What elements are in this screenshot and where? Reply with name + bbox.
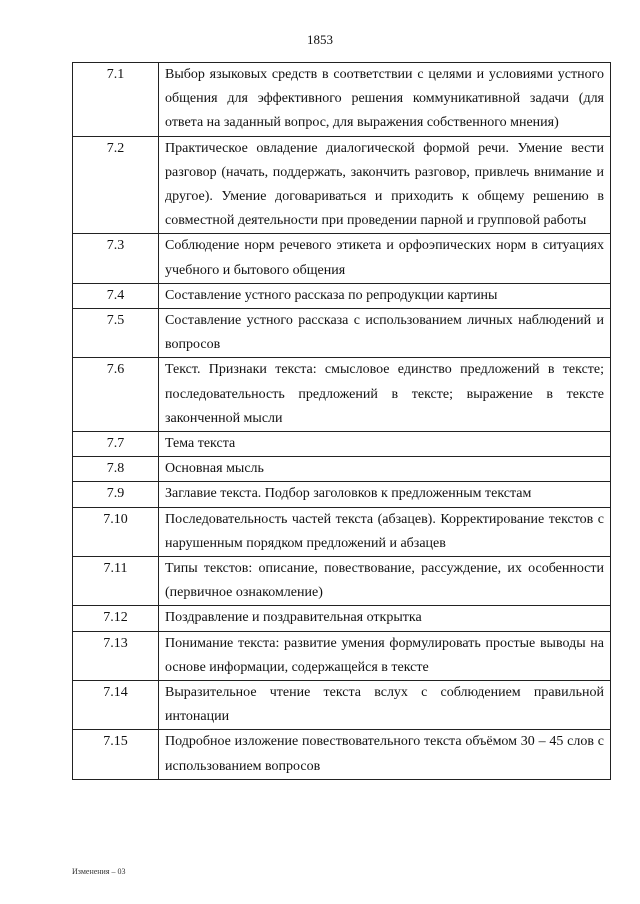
row-number: 7.11 — [73, 557, 159, 606]
row-number: 7.9 — [73, 482, 159, 507]
row-number: 7.8 — [73, 457, 159, 482]
row-text: Понимание текста: развитие умения формулировать простые выводы на основе информации, содержащейся в тексте — [159, 631, 611, 680]
row-number: 7.12 — [73, 606, 159, 631]
table-row — [73, 557, 611, 606]
row-number: 7.15 — [73, 730, 159, 779]
page-number: 1853 — [307, 32, 333, 47]
table-row — [73, 482, 611, 507]
table-row — [73, 136, 611, 234]
row-text: Составление устного рассказа по репродукции картины — [159, 283, 611, 308]
row-text: Поздравление и поздравительная открытка — [159, 606, 611, 631]
row-text: Практическое овладение диалогической формой речи. Умение вести разговор (начать, поддержать, закончить разговор, привлечь внимание и другое). Умение договариваться и приходить к общему решению в совместной деятельности при проведении парной и групповой работы — [159, 136, 611, 234]
row-text: Типы текстов: описание, повествование, рассуждение, их особенности (первичное ознакомление) — [159, 557, 611, 606]
row-text: Составление устного рассказа с использованием личных наблюдений и вопросов — [159, 309, 611, 358]
row-number: 7.4 — [73, 283, 159, 308]
row-text: Выразительное чтение текста вслух с соблюдением правильной интонации — [159, 681, 611, 730]
row-number: 7.6 — [73, 358, 159, 432]
table-row — [73, 507, 611, 556]
row-text: Подробное изложение повествовательного текста объёмом 30 – 45 слов с использованием вопросов — [159, 730, 611, 779]
row-text: Заглавие текста. Подбор заголовков к предложенным текстам — [159, 482, 611, 507]
row-number: 7.10 — [73, 507, 159, 556]
table-row — [73, 283, 611, 308]
table-row — [73, 309, 611, 358]
table-row — [73, 606, 611, 631]
table-row — [73, 234, 611, 283]
row-number: 7.2 — [73, 136, 159, 234]
table-row — [73, 730, 611, 779]
footer-revision-note: Изменения – 03 — [72, 867, 126, 876]
row-number: 7.1 — [73, 63, 159, 137]
row-number: 7.7 — [73, 432, 159, 457]
row-text: Текст. Признаки текста: смысловое единство предложений в тексте; последовательность предложений в тексте; выражение в тексте законченной мысли — [159, 358, 611, 432]
row-text: Основная мысль — [159, 457, 611, 482]
table-row — [73, 432, 611, 457]
row-text: Тема текста — [159, 432, 611, 457]
content-table — [72, 62, 611, 780]
table-row — [73, 63, 611, 137]
row-number: 7.13 — [73, 631, 159, 680]
row-text: Выбор языковых средств в соответствии с целями и условиями устного общения для эффективного решения коммуникативной задачи (для ответа на заданный вопрос, для выражения собственного мнения) — [159, 63, 611, 137]
table-row — [73, 681, 611, 730]
row-number: 7.3 — [73, 234, 159, 283]
table-row — [73, 358, 611, 432]
table-row — [73, 631, 611, 680]
row-number: 7.14 — [73, 681, 159, 730]
table-row — [73, 457, 611, 482]
row-text: Последовательность частей текста (абзацев). Корректирование текстов с нарушенным порядком предложений и абзацев — [159, 507, 611, 556]
row-number: 7.5 — [73, 309, 159, 358]
row-text: Соблюдение норм речевого этикета и орфоэпических норм в ситуациях учебного и бытового общения — [159, 234, 611, 283]
